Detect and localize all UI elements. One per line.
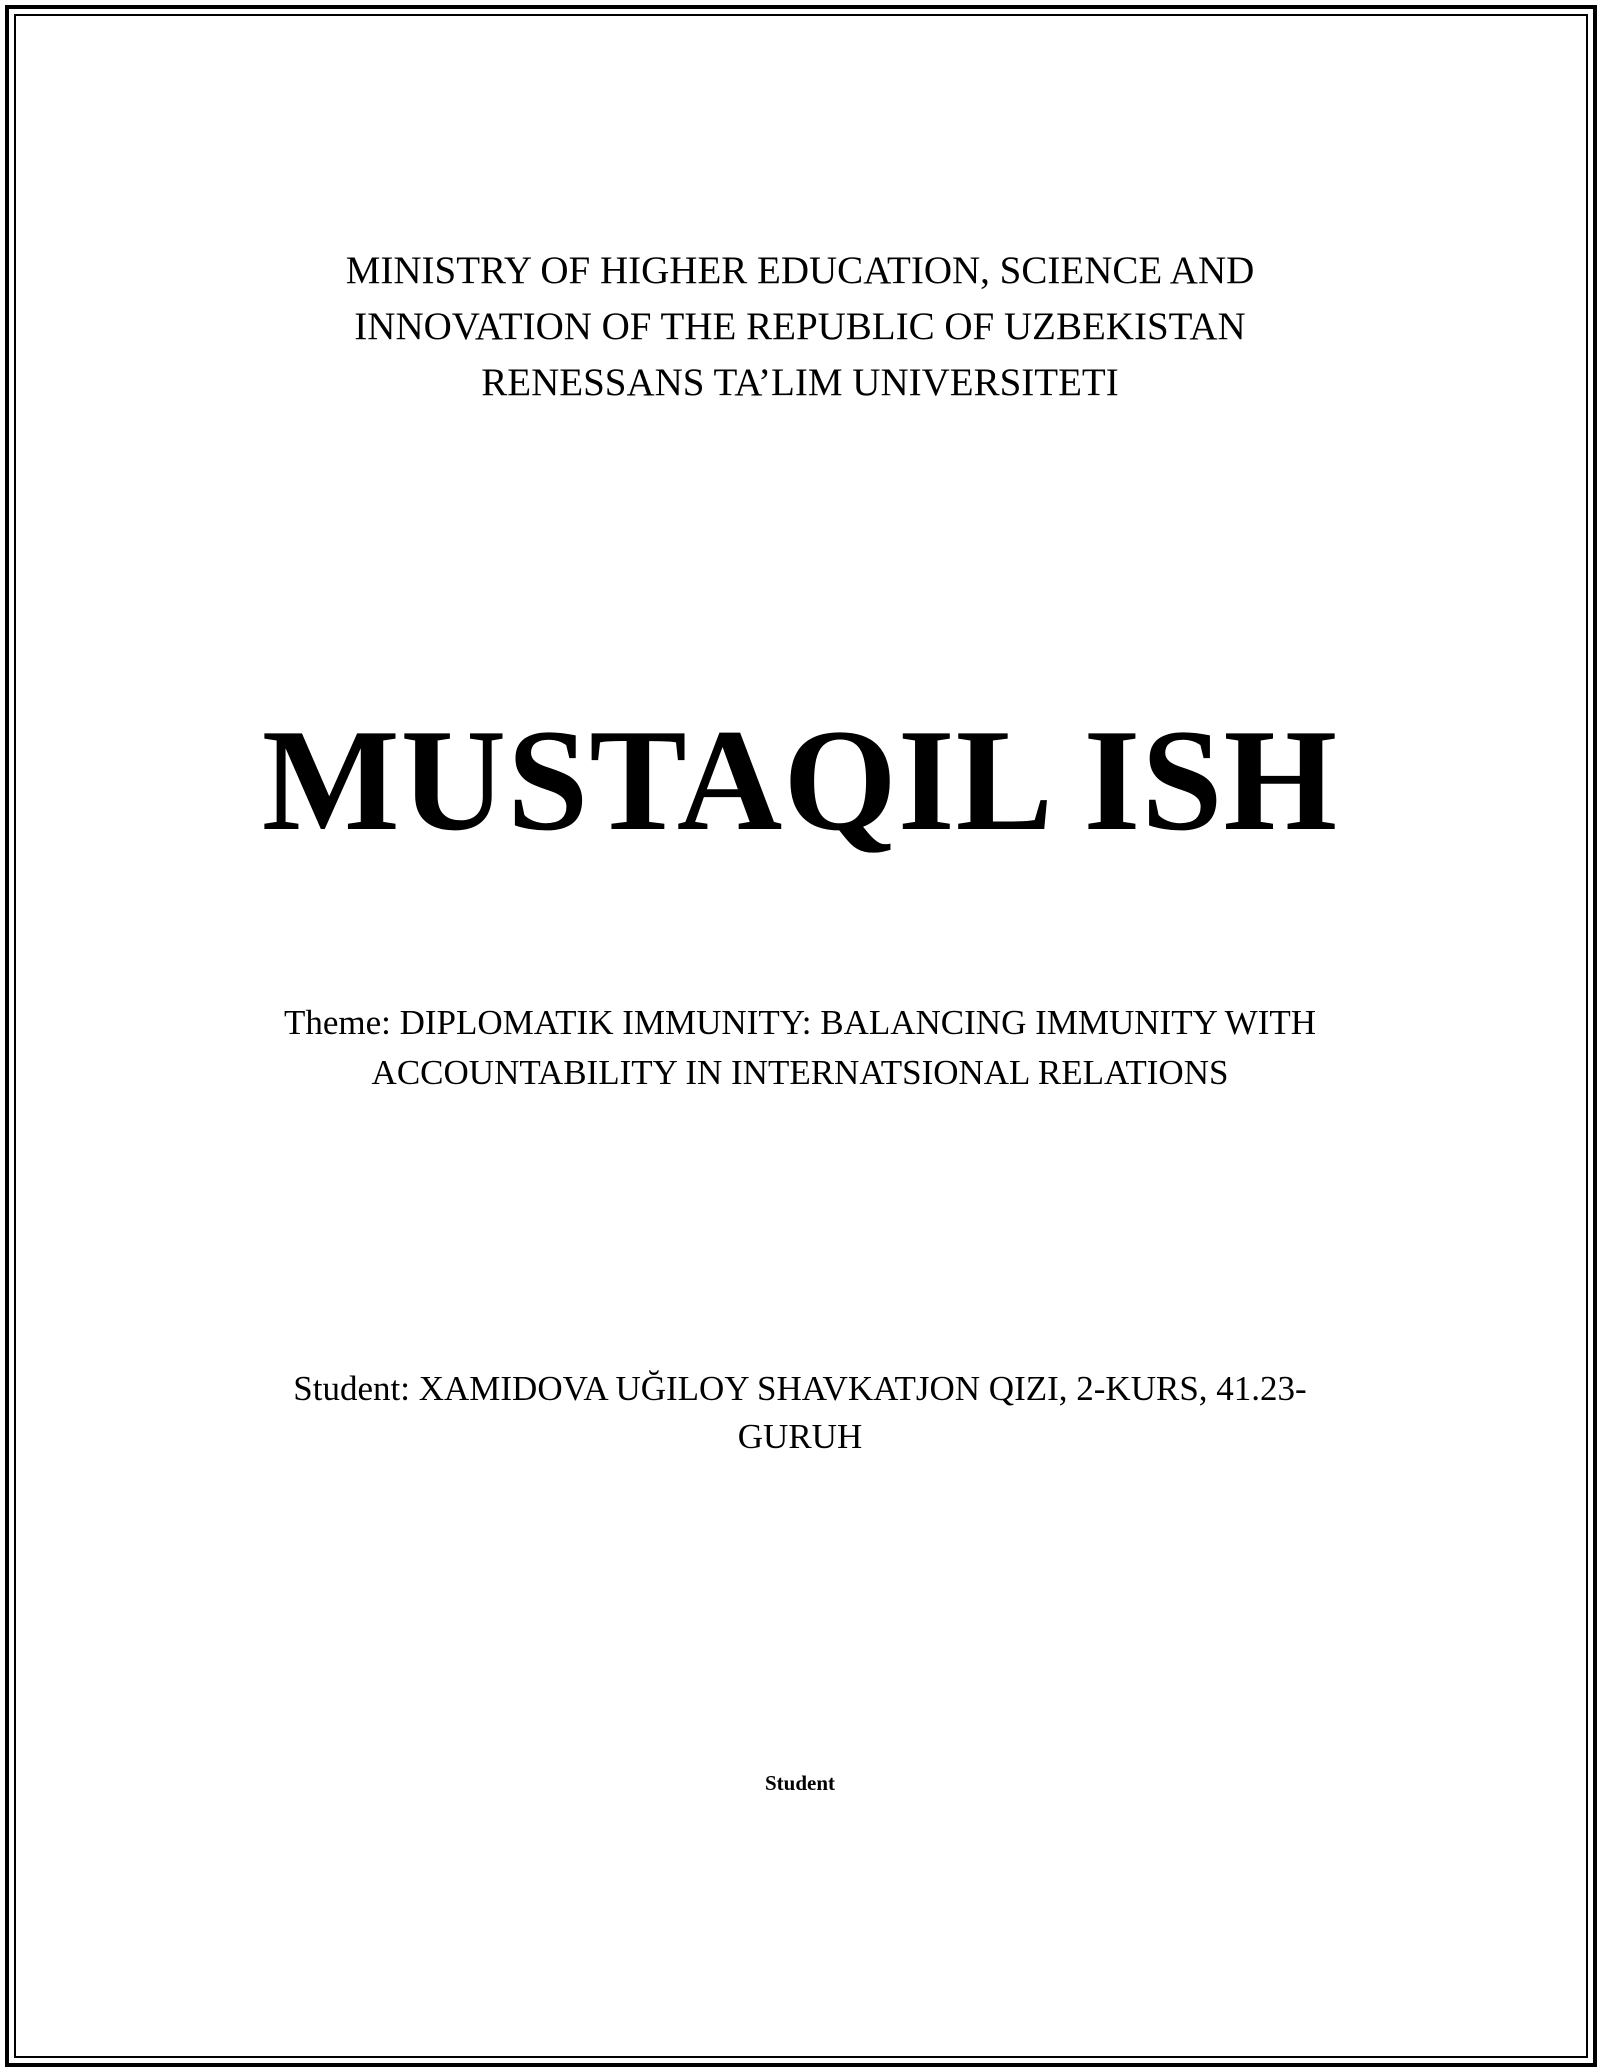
university-name: RENESSANS TA’LIM UNIVERSITETI	[481, 361, 1119, 404]
student-line-2: GURUH	[737, 1417, 863, 1456]
ministry-line-2: INNOVATION OF THE REPUBLIC OF UZBEKISTAN	[354, 305, 1246, 348]
theme-line-1: Theme: DIPLOMATIK IMMUNITY: BALANCING IMMUNITY WITH	[283, 1003, 1317, 1042]
document-title: MUSTAQIL ISH	[261, 699, 1339, 861]
theme-block	[0, 998, 1600, 1098]
theme-line-2: ACCOUNTABILITY IN INTERNATSIONAL RELATIONS	[371, 1053, 1229, 1092]
student-line-1: Student: XAMIDOVA UĞILOY SHAVKATJON QIZI, 2-KURS, 41.23-	[293, 1369, 1307, 1408]
student-info	[0, 1365, 1600, 1461]
institution-header	[0, 243, 1600, 411]
footer-student-label: Student	[764, 1771, 836, 1795]
ministry-line-1: MINISTRY OF HIGHER EDUCATION, SCIENCE AND	[345, 249, 1255, 292]
